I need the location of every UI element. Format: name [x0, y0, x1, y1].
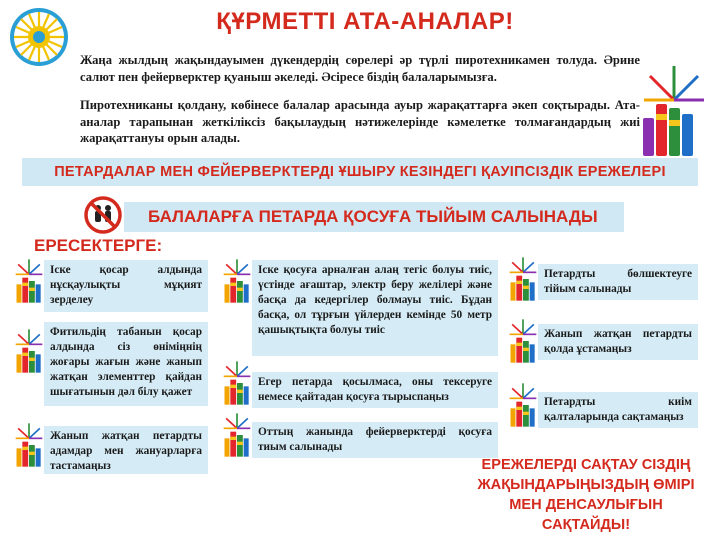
no-children-icon — [84, 196, 122, 234]
intro-paragraph-1: Жаңа жылдың жақындауымен дүкендердің сөрелері әр түрлі пиротехникамен толуда. Әрине салют пен фейерверктер қуаныш әкеледі. Әсіресе біздің балаларымызға. — [80, 53, 640, 84]
rule-card-mid-2: Егер петарда қосылмаса, оны тексеруге немесе қайтадан қосуға тырыспаңыз — [252, 372, 498, 408]
kazakhstan-emblem-icon — [8, 6, 70, 68]
rule-card-right-2: Жанып жатқан петардты қолда ұстамаңыз — [538, 324, 698, 360]
intro-paragraph-2: Пиротехниканы қолдану, көбінесе балалар арасында ауыр жарақаттарға әкеп соқтырады. Ата-аналар тарапынан жеткіліксіз бақылаудың нәтижелерінде кәмелетке толмағандардың жиі жарақаттануы орын алады. — [80, 98, 640, 145]
rule-card-left-1: Іске қосар алдында нұсқаулықты мұқият зерделеу — [44, 260, 208, 312]
firework-icon — [220, 358, 254, 408]
children-ban-notice: БАЛАЛАРҒА ПЕТАРДА ҚОСУҒА ТЫЙЫМ САЛЫНАДЫ — [124, 202, 624, 232]
page-title: ҚҰРМЕТТІ АТА-АНАЛАР! — [216, 8, 514, 35]
safety-rules-banner: ПЕТАРДАЛАР МЕН ФЕЙЕРВЕРКТЕРДІ ҰШЫРУ КЕЗІНДЕГІ ҚАУІПСІЗДІК ЕРЕЖЕЛЕРІ — [22, 158, 698, 186]
firework-icon — [220, 256, 254, 306]
firework-icon — [12, 256, 46, 306]
firework-icon — [12, 326, 46, 376]
rule-card-left-2: Фитильдің табанын қосар алдында сіз өніміңнің жоғары жағын және жанып жатқан элементтер қайдан шығатынын дәл білу қажет — [44, 322, 208, 406]
adults-heading: ЕРЕСЕКТЕРГЕ: — [34, 236, 163, 255]
rule-card-mid-3: Оттың жанында фейерверктерді қосуға тиым салынады — [252, 422, 498, 458]
closing-message: ЕРЕЖЕЛЕРДІ САҚТАУ СІЗДІҢ ЖАҚЫНДАРЫҢЫЗДЫҢ ӨМІРІ МЕН ДЕНСАУЛЫҒЫН САҚТАЙДЫ! — [477, 457, 695, 533]
firework-icon — [12, 420, 46, 470]
rule-card-left-3: Жанып жатқан петардты адамдар мен жануарларға тастамаңыз — [44, 426, 208, 474]
rule-card-mid-1: Іске қосуға арналған алаң тегіс болуы тиіс, үстінде ағаштар, электр беру желілері және басқа да кедергілер болмауы тиіс. Бұдан басқа, ол тұрғын үйлерден кемінде 50 метр қашықтықта болуы тиіс — [252, 260, 498, 356]
firework-icon — [506, 316, 540, 366]
rule-card-right-1: Петардты бөлшектеуге тійым салынады — [538, 264, 698, 300]
firework-icon — [506, 380, 540, 430]
rule-card-right-3: Петардты киім қалталарында сақтамаңыз — [538, 392, 698, 428]
firework-rocket-icon — [638, 60, 710, 160]
firework-icon — [220, 410, 254, 460]
firework-icon — [506, 254, 540, 304]
